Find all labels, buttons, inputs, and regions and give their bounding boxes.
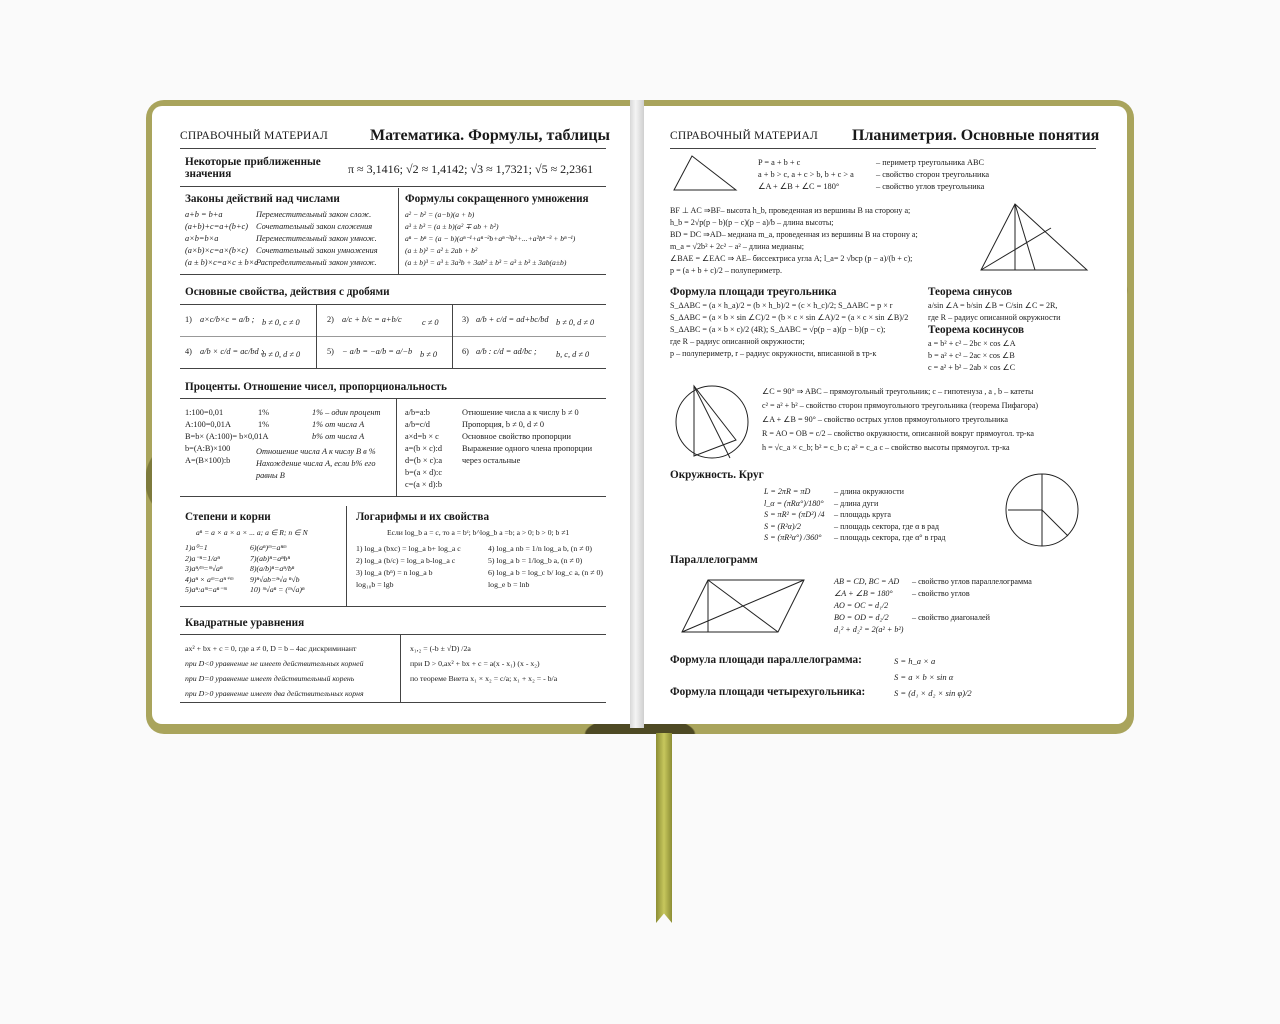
divider bbox=[180, 398, 606, 399]
fraction-condition: c ≠ 0 bbox=[422, 318, 439, 327]
divider bbox=[180, 304, 606, 305]
circle-desc: – площадь сектора, где α в рад bbox=[834, 521, 939, 531]
quad-area-formula: S = (d₁ × d₂ × sin φ)/2 bbox=[894, 688, 972, 698]
short-formula: (a ± b)³ = a³ ± 3a²b + 3ab² ± b³ = a³ ± b³ ± 3ab(a±b) bbox=[405, 258, 567, 267]
fraction-num: 4) bbox=[185, 347, 192, 356]
quad-area-label: Формула площади четырехугольника: bbox=[670, 686, 866, 698]
left-header-tag: СПРАВОЧНЫЙ МАТЕРИАЛ bbox=[180, 130, 329, 142]
par-formula: ∠A + ∠B = 180° bbox=[834, 589, 893, 598]
right-tri-line: R = AO = OB = c/2 – свойство окружности, описанной вокруг прямоугол. тр-ка bbox=[762, 429, 1035, 438]
quad-line: при D>0 уравнение имеет два действительных корня bbox=[185, 689, 364, 698]
divider bbox=[316, 304, 317, 368]
circle-figure bbox=[1000, 466, 1082, 552]
fraction-formula: a/b + c/d = ad+bc/bd bbox=[476, 315, 549, 324]
law-description: Переместительный закон слож. bbox=[256, 210, 372, 219]
proportion-desc: через остальные bbox=[462, 456, 521, 465]
par-area-formula-1: S = h_a × a bbox=[894, 656, 936, 666]
divider bbox=[400, 634, 401, 702]
law-formula: a+b = b+a bbox=[185, 210, 223, 219]
right-page-title: Планиметрия. Основные понятия bbox=[852, 127, 1100, 144]
percent-value: 1% bbox=[258, 420, 270, 429]
law-description: Сочетательный закон сложения bbox=[256, 222, 373, 231]
tri-formulas bbox=[758, 157, 854, 193]
tri-properties bbox=[670, 205, 918, 277]
log-rule: 6) log_a b = log_c b/ log_c a, (n ≠ 0) bbox=[488, 568, 603, 577]
fraction-formula: a/b : c/d = ad/bc ; bbox=[476, 347, 537, 356]
divider bbox=[180, 702, 606, 703]
circle-desc: – длина дуги bbox=[834, 498, 879, 508]
law-description: Распределительный закон умнож. bbox=[256, 258, 377, 267]
cosine-line: c = a² + b² – 2ab × cos ∠C bbox=[928, 363, 1016, 372]
par-desc: – свойство углов bbox=[912, 589, 970, 598]
percent-left-descriptions bbox=[312, 407, 381, 443]
fraction-condition: b ≠ 0, d ≠ 0 bbox=[556, 318, 595, 327]
cosine-theorem-title: Теорема косинусов bbox=[928, 324, 1025, 336]
circle-title: Окружность. Круг bbox=[670, 469, 764, 481]
par-formula: AB = CD, BC = AD bbox=[834, 577, 900, 586]
parallelogram-title: Параллелограмм bbox=[670, 554, 758, 566]
circle-descriptions bbox=[834, 486, 946, 544]
short-mult-title: Формулы сокращенного умножения bbox=[405, 193, 589, 205]
law-formula: (a+b)+c=a+(b+c) bbox=[185, 222, 249, 231]
right-tri-line: c² = a² + b² – свойство сторон прямоугольного треугольника (теорема Пифагора) bbox=[762, 401, 1039, 410]
percent-right-formulas bbox=[405, 407, 442, 491]
percent-right-descriptions bbox=[462, 407, 592, 467]
triangle-figure bbox=[668, 152, 742, 196]
circle-desc: – площадь сектора, где α° в град bbox=[834, 533, 946, 542]
divider bbox=[180, 368, 606, 369]
laws-formulas bbox=[185, 209, 258, 269]
par-desc bbox=[912, 600, 1032, 612]
quad-right-list bbox=[410, 641, 557, 686]
tri-formula: P = a + b + c bbox=[758, 158, 801, 167]
fraction-condition: b ≠ 0, c ≠ 0 bbox=[262, 318, 300, 327]
power-rule: 2)a⁻ⁿ=1/aⁿ bbox=[185, 553, 220, 563]
percent-formula: A:100=0,01A bbox=[185, 420, 231, 429]
law-description: Сочетательный закон умножения bbox=[256, 246, 378, 255]
cosine-line: b = a² + c² – 2ac × cos ∠B bbox=[928, 351, 1015, 360]
law-description: Переместительный закон умнож. bbox=[256, 234, 377, 243]
proportion-desc: Выражение одного члена пропорции bbox=[462, 444, 593, 453]
percent-desc: b% от числа A bbox=[312, 432, 365, 441]
fraction-condition: b ≠ 0 bbox=[420, 350, 437, 359]
fraction-formula: − a/b = −a/b = a/−b bbox=[342, 347, 413, 356]
sine-theorem-title: Теорема синусов bbox=[928, 286, 1013, 298]
divider bbox=[180, 148, 606, 149]
divider bbox=[180, 634, 606, 635]
proportion-formula: a/b=a:b bbox=[405, 408, 430, 417]
fraction-condition: b, c, d ≠ 0 bbox=[556, 350, 590, 359]
circle-formula: l_α = (πRα°)/180° bbox=[764, 498, 824, 508]
area-line: S_ΔABC = (a × h_a)/2 = (b × h_b)/2 = (c × h_c)/2; S_ΔABC = p × r bbox=[670, 301, 893, 310]
fractions-title: Основные свойства, действия с дробями bbox=[185, 286, 390, 298]
power-rule: 1)a⁰=1 bbox=[185, 543, 208, 552]
tri-desc: – свойство углов треугольника bbox=[876, 182, 985, 191]
percent-title: Проценты. Отношение чисел, пропорциональность bbox=[185, 381, 447, 393]
law-formula: a×b=b×a bbox=[185, 234, 219, 243]
right-tri-line: ∠A + ∠B = 90° – свойство острых углов прямоугольного треугольника bbox=[762, 415, 1008, 424]
percent-formula: 1:100=0,01 bbox=[185, 408, 224, 417]
log-col-2 bbox=[488, 543, 603, 591]
proportion-formula: a=(b × c):d bbox=[405, 444, 442, 453]
circle-formula: S = (πR²α°) /360° bbox=[764, 533, 822, 542]
circle-formula: L = 2πR = πD bbox=[764, 487, 811, 496]
power-rule: 5)aⁿ:aᵐ=aⁿ⁻ᵐ bbox=[185, 585, 227, 594]
fraction-formula: a×c/b×c = a/b ; bbox=[200, 315, 255, 324]
short-mult-list bbox=[405, 209, 575, 269]
area-line: S_ΔABC = (a × b × sin ∠C)/2 = (b × c × sin ∠A)/2 = (a × c × sin ∠B)/2 bbox=[670, 313, 909, 322]
area-title: Формула площади треугольника bbox=[670, 286, 837, 298]
divider bbox=[346, 506, 347, 606]
circle-formula: S = (R²α)/2 bbox=[764, 521, 801, 531]
percent-desc: Отношение числа A к числу B в % bbox=[256, 447, 376, 456]
proportion-desc: Пропорция, b ≠ 0, d ≠ 0 bbox=[462, 420, 545, 429]
log-title: Логарифмы и их свойства bbox=[356, 511, 490, 523]
area-line: где R – радиус описанной окружности; bbox=[670, 337, 805, 346]
inscribed-right-triangle-figure bbox=[674, 378, 754, 464]
proportion-formula: a/b=c/d bbox=[405, 420, 430, 429]
short-formula: a³ ± b³ = (a ± b)(a² ∓ ab + b²) bbox=[405, 222, 499, 231]
proportion-formula: b=(a × d):c bbox=[405, 468, 442, 477]
log-rule: 2) log_a (b/c) = log_a b-log_a c bbox=[356, 556, 456, 565]
tri-formula: a + b > c, a + c > b, b + c > a bbox=[758, 170, 854, 179]
short-formula: a² − b² = (a−b)(a + b) bbox=[405, 210, 475, 219]
approx-title-2: значения bbox=[185, 168, 232, 180]
log-head: Если log_b a = c, то a = bᶜ; b^log_b a =b; a > 0; b > 0; b ≠1 bbox=[387, 528, 570, 537]
sine-line: a/sin ∠A = b/sin ∠B = C/sin ∠C = 2R, bbox=[928, 301, 1058, 310]
fraction-num: 3) bbox=[462, 315, 469, 324]
fraction-num: 5) bbox=[327, 347, 334, 356]
percent-desc: равны B bbox=[256, 471, 285, 480]
log-rule: 1) log_a (bxc) = log_a b+ log_a c bbox=[356, 544, 461, 553]
divider bbox=[670, 148, 1096, 149]
quad-line: при D=0 уравнение имеет действительный корень bbox=[185, 674, 355, 683]
percent-left-values bbox=[258, 407, 269, 431]
laws-descriptions bbox=[256, 209, 378, 269]
fraction-condition: b ≠ 0, d ≠ 0 bbox=[262, 350, 301, 359]
power-rule: 10) ᵐ√aⁿ = (ᵐ√a)ⁿ bbox=[250, 585, 305, 594]
percent-formula: b=(A:B)×100 bbox=[185, 444, 231, 453]
percent-formula: B=b× (A:100)= b×0,01A bbox=[185, 432, 269, 441]
sine-theorem-list bbox=[928, 300, 1060, 324]
short-formula: aⁿ − bⁿ = (a − b)(aⁿ⁻¹+aⁿ⁻²b+aⁿ⁻³b²+...+a²bⁿ⁻³ + bⁿ⁻¹) bbox=[405, 234, 576, 243]
law-formula: (a ± b)×c=a×c ± b×c bbox=[185, 258, 258, 267]
approx-values: π ≈ 3,1416; √2 ≈ 1,4142; √3 ≈ 1,7321; √5 ≈ 2,2361 bbox=[348, 162, 594, 176]
powers-title: Степени и корни bbox=[185, 511, 271, 523]
percent-desc: Нахождение числа A, если b% его bbox=[256, 459, 376, 468]
power-rule: 4)aⁿ × aᵐ=aⁿ⁺ᵐ bbox=[185, 574, 234, 584]
approx-title-1: Некоторые приближенные bbox=[185, 156, 321, 168]
cosine-line: a = b² + c² – 2bc × cos ∠A bbox=[928, 339, 1016, 348]
percent-desc: 1% – один процент bbox=[312, 408, 381, 417]
book-spine-gutter bbox=[630, 100, 644, 728]
circle-formulas bbox=[764, 486, 825, 544]
right-header-tag: СПРАВОЧНЫЙ МАТЕРИАЛ bbox=[670, 130, 819, 142]
par-desc: – свойство диагоналей bbox=[912, 613, 990, 622]
log-rule: 3) log_a (bⁿ) = n log_a b bbox=[356, 568, 433, 577]
log-rule: log₁₀b = lgb bbox=[356, 580, 394, 589]
fraction-formula: a/c + b/c = a+b/c bbox=[342, 315, 402, 324]
quad-line: x₁,₂ = (-b ± √D) /2a bbox=[410, 644, 471, 653]
quad-line: при D > 0,ax² + bx + c = a(x - x₁) (x - x₂) bbox=[410, 659, 540, 668]
fraction-num: 6) bbox=[462, 347, 469, 356]
fraction-num: 2) bbox=[327, 315, 334, 324]
proportion-formula: a×d=b × c bbox=[405, 432, 439, 441]
tri-property: BD = DC ⇒AD– медиана m_a, проведенная из вершины B на сторону a; bbox=[670, 230, 918, 239]
divider bbox=[396, 398, 397, 496]
log-rule: log_e b = lnb bbox=[488, 580, 530, 589]
par-formula: AO = OC = d₁/2 bbox=[834, 601, 889, 610]
proportion-desc: Основное свойство пропорции bbox=[462, 432, 571, 441]
fraction-formula: a/b × c/d = ac/bd ; bbox=[200, 347, 264, 356]
proportion-formula: d=(b × c):a bbox=[405, 456, 442, 465]
quad-line: при D<0 уравнение не имеет действительных корней bbox=[185, 659, 364, 668]
tri-formula: ∠A + ∠B + ∠C = 180° bbox=[758, 182, 840, 191]
tri-property: p = (a + b + c)/2 – полупериметр. bbox=[670, 266, 782, 275]
tri-descriptions bbox=[876, 157, 989, 193]
proportion-desc: Отношение числа a к числу b ≠ 0 bbox=[462, 408, 579, 417]
quad-line: по теореме Виета x₁ × x₂ = c/a; x₁ + x₂ = - b/a bbox=[410, 674, 558, 683]
cosine-theorem-list bbox=[928, 338, 1016, 374]
tri-property: m_a = √2b² + 2c² − a² – длина медианы; bbox=[670, 242, 805, 251]
par-formula: d₁² + d₂² = 2(a² + b²) bbox=[834, 625, 904, 634]
log-rule: 4) log_a nb = 1/n log_a b, (n ≠ 0) bbox=[488, 544, 592, 553]
divider bbox=[180, 274, 606, 275]
quad-line: ax² + bx + c = 0, где a ≠ 0, D = b – 4ac дискриминант bbox=[185, 644, 357, 653]
log-col-1 bbox=[356, 543, 461, 591]
divider bbox=[452, 304, 453, 368]
percent-left-descriptions-2 bbox=[256, 446, 376, 482]
proportion-formula: c=(a × d):b bbox=[405, 480, 442, 489]
divider bbox=[180, 336, 606, 337]
par-area-label: Формула площади параллелограмма: bbox=[670, 654, 862, 666]
parallelogram-figure bbox=[678, 574, 810, 638]
par-desc: – свойство углов параллелограмма bbox=[912, 577, 1032, 586]
par-area-formula-2: S = a × b × sin α bbox=[894, 672, 954, 682]
power-rule: 9)ⁿ√ab=ⁿ√a ⁿ√b bbox=[250, 574, 300, 584]
percent-formula: A=(B×100):b bbox=[185, 456, 231, 465]
power-rule: 8)(a/b)ⁿ=aⁿ/bⁿ bbox=[250, 564, 295, 573]
power-rule: 7)(ab)ⁿ=aⁿbⁿ bbox=[250, 553, 290, 563]
power-rule: 6)(aⁿ)ᵐ=aⁿᵐ bbox=[250, 543, 287, 552]
power-rule: 3)aⁿ/ᵐ=ᵐ√aⁿ bbox=[185, 564, 223, 573]
area-list bbox=[670, 300, 908, 360]
triangle-heights-figure bbox=[975, 200, 1095, 276]
quad-title: Квадратные уравнения bbox=[185, 617, 305, 629]
tri-property: ∠BAE = ∠EAC ⇒ AE– биссектриса угла A; l_a= 2 √bcp (p − a)/(b + c); bbox=[670, 254, 913, 263]
parallelogram-descriptions bbox=[912, 576, 1032, 624]
circle-formula: S = πR² = (πD²) /4 bbox=[764, 510, 825, 519]
percent-value: 1% bbox=[258, 408, 270, 417]
parallelogram-formulas bbox=[834, 576, 904, 636]
bookmark-ribbon[interactable] bbox=[656, 733, 672, 923]
short-formula: (a ± b)² = a² ± 2ab + b² bbox=[405, 246, 478, 255]
left-page-title: Математика. Формулы, таблицы bbox=[370, 127, 611, 144]
right-tri-line: ∠C = 90° ⇒ ABC – прямоугольный треугольник; c – гипотенуза , a , b – катеты bbox=[762, 387, 1034, 396]
powers-head: aⁿ = a × a × a × ... a; a ∈ R; n ∈ N bbox=[196, 528, 308, 537]
divider bbox=[180, 606, 606, 607]
par-formula: BO = OD = d₂/2 bbox=[834, 613, 889, 622]
divider bbox=[180, 186, 606, 187]
right-triangle-list bbox=[762, 385, 1038, 455]
circle-desc: – площадь круга bbox=[834, 510, 891, 519]
percent-desc: 1% от числа A bbox=[312, 420, 365, 429]
divider bbox=[180, 496, 606, 497]
circle-desc: – длина окружности bbox=[834, 487, 904, 496]
law-formula: (a×b)×c=a×(b×c) bbox=[185, 246, 249, 255]
tri-property: BF ⊥ AC ⇒BF– высота h_b, проведенная из вершины B на сторону a; bbox=[670, 206, 911, 215]
log-rule: 5) log_a b = 1/log_b a, (n ≠ 0) bbox=[488, 556, 583, 565]
right-tri-line: h = √c_a × c_b; b² = c_b c; a² = c_a c – свойство высоты прямоугол. тр-ка bbox=[762, 443, 1010, 452]
laws-title: Законы действий над числами bbox=[185, 193, 340, 205]
area-line: p – полупериметр, r – радиус окружности, вписанной в тр-к bbox=[670, 349, 877, 358]
area-line: S_ΔABC = (a × b × c)/2 (4R); S_ΔABC = √p(p − a)(p − b)(p − c); bbox=[670, 325, 886, 334]
powers-col-2 bbox=[250, 543, 304, 596]
tri-property: h_b = 2√p(p − b)(p − c)(p − a)/b – длина высоты; bbox=[670, 218, 834, 227]
tri-desc: – периметр треугольника ABC bbox=[876, 158, 985, 167]
tri-desc: – свойство сторон треугольника bbox=[876, 170, 990, 179]
fraction-num: 1) bbox=[185, 315, 192, 324]
divider bbox=[398, 188, 399, 274]
sine-line: где R – радиус описанной окружности bbox=[928, 313, 1061, 322]
powers-col-1 bbox=[185, 543, 233, 596]
quad-left-list bbox=[185, 641, 364, 701]
